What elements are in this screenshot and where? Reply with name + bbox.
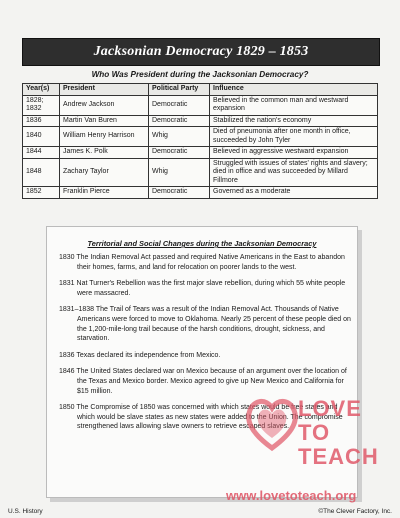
cell-party: Whig [149, 127, 210, 147]
cell-party: Whig [149, 158, 210, 187]
cell-president: Andrew Jackson [60, 95, 149, 115]
cell-president: William Henry Harrison [60, 127, 149, 147]
watermark-teach: TEACH [298, 444, 379, 469]
cell-party: Democratic [149, 187, 210, 199]
presidents-table [22, 83, 378, 199]
cell-influence: Stabilized the nation's economy [210, 115, 378, 127]
table-row [23, 187, 378, 199]
cell-influence: Died of pneumonia after one month in office, succeeded by John Tyler [210, 127, 378, 147]
event-item: 1831–1838 The Trail of Tears was a result of the Indian Removal Act. Thousands of Native Americans were forced to move to Oklahoma. Nearly 25 percent of these people died on the 1,200-mile-long trail because of the harsh conditions, drought, sickness, and starvation. [59, 306, 351, 343]
watermark-to: TO [298, 420, 331, 445]
table-row [23, 95, 378, 115]
header-party: Political Party [149, 84, 210, 96]
event-item: 1846 The United States declared war on Mexico because of an argument over the location of the Texas and Mexico border. Mexico agreed to give up New Mexico and California for $15 million. [59, 368, 347, 395]
cell-years: 1840 [23, 127, 60, 147]
cell-influence: Struggled with issues of states' rights and slavery; died in office and was succeeded by Millard Fillmore [210, 158, 378, 187]
cell-influence: Governed as a moderate [210, 187, 378, 199]
header-president: President [60, 84, 149, 96]
watermark-url[interactable]: www.lovetoteach.org [226, 488, 357, 503]
table-header-row [23, 84, 378, 96]
cell-party: Democratic [149, 115, 210, 127]
event-item: 1830 The Indian Removal Act passed and required Native Americans in the East to abandon their homes, farms, and land for relocation on poorer lands to the west. [59, 254, 345, 271]
cell-influence: Believed in the common man and westward expansion [210, 95, 378, 115]
header-influence: Influence [210, 84, 378, 96]
event-item: 1836 Texas declared its independence from Mexico. [59, 351, 221, 359]
footer-copyright: ©The Clever Factory, Inc. [318, 508, 392, 515]
header-years: Year(s) [23, 84, 60, 96]
footer-subject: U.S. History [8, 508, 43, 515]
watermark-love: LOVE [298, 396, 362, 421]
cell-president: Martin Van Buren [60, 115, 149, 127]
heart-icon [244, 394, 300, 454]
cell-years: 1852 [23, 187, 60, 199]
page-title: Jacksonian Democracy 1829 – 1853 [93, 44, 309, 59]
table-row [23, 158, 378, 187]
event-item: 1831 Nat Turner's Rebellion was the first major slave rebellion, during which 55 white people were massacred. [59, 280, 346, 297]
changes-heading: Territorial and Social Changes during the Jacksonian Democracy [87, 239, 317, 248]
cell-years: 1836 [23, 115, 60, 127]
cell-years: 1848 [23, 158, 60, 187]
event-item: 1850 The Compromise of 1850 was concerned with which states would be free states and which would be slave states as new states were added to the Union. The compromise strengthened laws allowing slave owners to retrieve escaped slaves. [59, 404, 343, 431]
table-row [23, 127, 378, 147]
title-banner [22, 38, 380, 66]
table-row [23, 147, 378, 159]
table-row [23, 115, 378, 127]
cell-president: Franklin Pierce [60, 187, 149, 199]
cell-party: Democratic [149, 95, 210, 115]
cell-president: Zachary Taylor [60, 158, 149, 187]
cell-party: Democratic [149, 147, 210, 159]
cell-years: 1828; 1832 [23, 95, 60, 115]
cell-president: James K. Polk [60, 147, 149, 159]
table-heading: Who Was President during the Jacksonian Democracy? [91, 70, 309, 79]
cell-years: 1844 [23, 147, 60, 159]
cell-influence: Believed in aggressive westward expansion [210, 147, 378, 159]
